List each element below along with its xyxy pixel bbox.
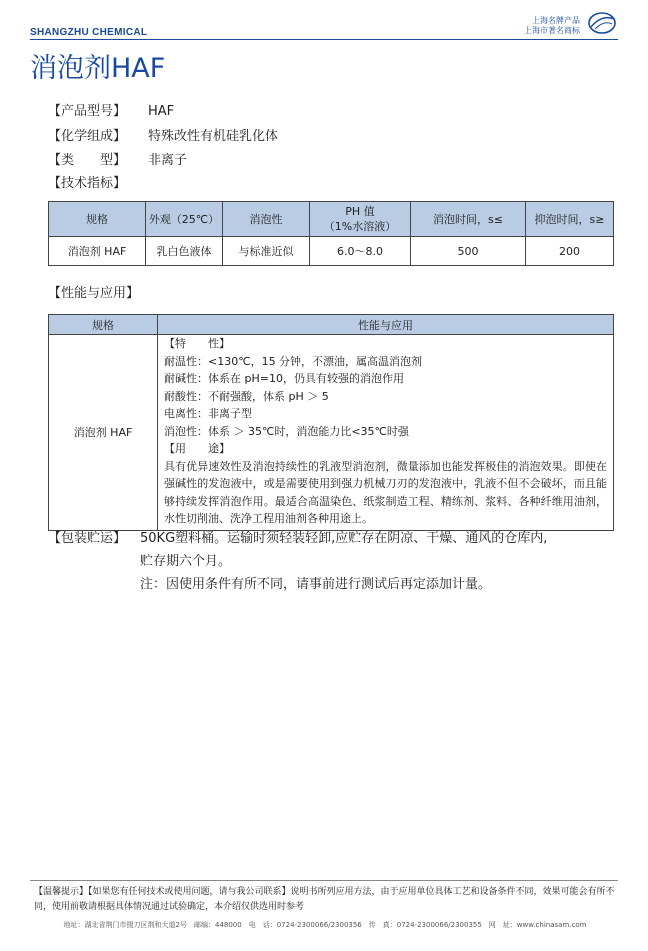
header-rule	[30, 39, 618, 40]
performance-cell	[158, 335, 614, 531]
honor-text	[520, 16, 580, 36]
cell: 消泡剂 HAF	[49, 237, 146, 266]
packaging-text	[140, 527, 622, 596]
tip-text: 【如果您有任何技术或使用问题，请与我公司联系】说明书所列应用方法，由于应用单位具体工艺和设备条件不同，效果可能会有所不同，使用前敬请根据具体情况通过试验确定，本介绍仅供选用时参考	[34, 887, 615, 912]
spec-model	[48, 103, 174, 121]
section-label: 【性能与应用】	[48, 286, 140, 301]
cell: 乳白色液体	[146, 237, 223, 266]
spec-value: 特殊改性有机硅乳化体	[148, 129, 279, 144]
honor-line-2: 上海市著名商标	[524, 26, 580, 35]
packaging-label: 【包装贮运】	[48, 531, 127, 546]
tech-spec-table	[48, 201, 614, 266]
packaging-line: 50KG塑料桶。运输时须轻装轻卸,应贮存在阴凉、干燥、通风的仓库内,	[140, 531, 548, 546]
cell: 200	[526, 237, 614, 266]
performance-table	[48, 314, 614, 531]
col-spec: 规格	[49, 315, 158, 335]
table-header-row	[49, 202, 614, 237]
honor-line-1: 上海名牌产品	[532, 16, 580, 25]
col-ph	[310, 202, 411, 237]
feature-line: 耐酸性：不耐强酸，体系 pH ＞ 5	[164, 389, 329, 403]
company-logo-icon	[586, 10, 618, 36]
spec-type	[48, 152, 187, 170]
spec-technical	[48, 175, 140, 193]
feature-line: 电离性：非离子型	[164, 407, 252, 420]
packaging-note: 注：因使用条件有所不同，请事前进行测试后再定添加计量。	[140, 577, 492, 592]
spec-composition	[48, 128, 278, 146]
footer-rule	[30, 880, 618, 881]
feature-heading: 【特 性】	[164, 337, 230, 350]
page-title: 消泡剂HAF	[30, 53, 166, 84]
brand-name: SHANGZHU CHEMICAL	[30, 27, 148, 38]
tip-label: 【温馨提示】	[34, 887, 89, 897]
spec-label: 【技术指标】	[48, 176, 127, 191]
col-defoaming: 消泡性	[223, 202, 310, 237]
spec-value: 非离子	[148, 153, 188, 168]
spec-label: 【类 型】	[48, 153, 127, 168]
cell: 与标准近似	[223, 237, 310, 266]
footer-contact: 地址：湖北省荆门市掇刀区荆和大道2号 邮编：448000 电 话：0724-2300066/2300356 传 真：0724-2300066/2300355 网 址：www.chinasam.com	[63, 921, 587, 929]
feature-line: 耐碱性：体系在 pH=10，仍具有较强的消泡作用	[164, 372, 404, 385]
spec-label: 【产品型号】	[48, 104, 127, 119]
footer-tip	[34, 885, 624, 915]
table-row	[49, 335, 614, 531]
col-suppress-time: 抑泡时间，s≥	[526, 202, 614, 237]
ph-label: PH 值	[345, 205, 375, 218]
section-performance	[48, 285, 140, 303]
product-name-cell: 消泡剂 HAF	[49, 335, 158, 531]
cell: 500	[411, 237, 526, 266]
table-row	[49, 237, 614, 266]
ph-sub: （1%水溶液）	[323, 220, 397, 233]
feature-line: 耐温性：<130℃，15 分钟，不漂油，属高温消泡剂	[164, 354, 423, 368]
col-spec: 规格	[49, 202, 146, 237]
feature-line: 消泡性：体系 ＞ 35℃时，消泡能力比<35℃时强	[164, 424, 409, 438]
cell: 6.0～8.0	[310, 237, 411, 266]
usage-heading: 【用 途】	[164, 442, 230, 455]
usage-paragraph: 具有优异速效性及消泡持续性的乳液型消泡剂，微量添加也能发挥极佳的消泡效果。即使在强碱性的发泡液中，或是需要使用到强力机械刀刃的发泡液中，乳液不但不会破坏，而且能够持续发挥消泡作用。最适合高温染色、纸浆制造工程、精练剂、浆料、各种纤维用油剂，水性切削油、洗净工程用油剂各种用途上。	[164, 459, 607, 525]
table-header-row	[49, 315, 614, 335]
col-appearance: 外观（25℃）	[146, 202, 223, 237]
col-performance: 性能与应用	[158, 315, 614, 335]
packaging-line: 贮存期六个月。	[140, 554, 232, 569]
spec-label: 【化学组成】	[48, 129, 127, 144]
spec-value: HAF	[148, 104, 175, 119]
col-defoam-time: 消泡时间，s≤	[411, 202, 526, 237]
